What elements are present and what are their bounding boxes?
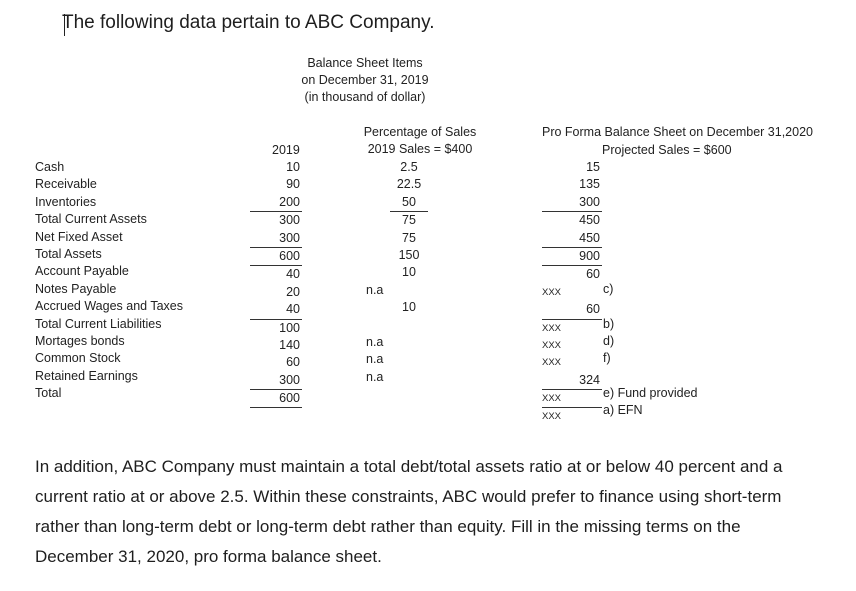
- value-pct: n.a: [366, 369, 384, 384]
- row-label: Total Current Assets: [35, 212, 147, 227]
- row-label: Net Fixed Asset: [35, 229, 123, 244]
- table-title-line3: (in thousand of dollar): [304, 90, 426, 104]
- value-2019: 40: [286, 267, 300, 282]
- value-pct: 75: [402, 213, 416, 228]
- header-pct-line1: Percentage of Sales: [363, 125, 477, 139]
- value-2019: 10: [286, 160, 300, 174]
- row-label: Common Stock: [35, 351, 121, 366]
- value-proforma: XXX: [542, 357, 562, 369]
- row-label: Receivable: [35, 177, 97, 192]
- note: b): [603, 316, 615, 331]
- table-title: [272, 55, 458, 106]
- value-proforma: 900: [542, 248, 602, 266]
- value-proforma: 324: [542, 372, 602, 390]
- value-2019: 60: [286, 355, 300, 370]
- note: c): [603, 281, 614, 296]
- intro-text: The following data pertain to ABC Company.: [62, 12, 435, 33]
- value-proforma: 60: [542, 301, 602, 319]
- value-2019: 300: [279, 213, 300, 228]
- paragraph-text: In addition, ABC Company must maintain a total debt/total assets ratio at or below 40 percent and a current ratio at or above 2.5. Within these constraints, ABC would prefer to finance using short-term rather than long-term debt or long-term debt rather than equity. Fill in the missing terms on the December 31, 2020, pro forma balance sheet.: [35, 457, 783, 566]
- note: [603, 176, 698, 193]
- table-title-line2: on December 31, 2019: [301, 73, 429, 87]
- note: [603, 368, 698, 385]
- value-2019: 140: [279, 337, 300, 352]
- value-pct: 150: [398, 247, 420, 262]
- row-labels: [35, 159, 183, 402]
- note: [603, 194, 698, 211]
- value-pct: 10: [402, 300, 416, 315]
- value-2019: 600: [250, 248, 302, 266]
- column-notes: [603, 159, 698, 420]
- note: a) EFN: [603, 403, 643, 418]
- row-label: Accrued Wages and Taxes: [35, 299, 183, 314]
- note: f): [603, 351, 611, 366]
- header-proforma-line1: Pro Forma Balance Sheet on December 31,2020: [542, 125, 813, 139]
- header-percentage: [350, 124, 490, 158]
- value-proforma: 300: [542, 194, 602, 212]
- header-pct-line2: 2019 Sales = $400: [367, 142, 473, 156]
- row-label: Notes Payable: [35, 281, 117, 296]
- row-label: Total: [35, 386, 62, 401]
- row-label: Account Payable: [35, 264, 129, 279]
- value-proforma: 450: [579, 213, 600, 228]
- value-2019: 200: [250, 194, 302, 212]
- note: [603, 263, 698, 280]
- value-2019: 600: [250, 390, 302, 408]
- value-proforma: 60: [586, 267, 600, 282]
- value-proforma: 15: [586, 160, 600, 174]
- row-label: Total Current Liabilities: [35, 316, 162, 331]
- column-percentage: [366, 159, 448, 403]
- value-2019: 300: [250, 372, 302, 390]
- value-2019: 100: [279, 320, 300, 335]
- value-proforma: XXX: [542, 322, 562, 334]
- row-label: Mortages bonds: [35, 333, 125, 348]
- value-pct: 22.5: [396, 177, 422, 192]
- value-proforma: 450: [542, 230, 602, 248]
- value-2019: 40: [250, 301, 302, 319]
- column-2019: [250, 159, 302, 408]
- row-label: Retained Earnings: [35, 368, 138, 383]
- instructions-paragraph: [35, 452, 815, 572]
- value-2019: 90: [286, 177, 300, 192]
- header-year: 2019: [272, 143, 300, 157]
- value-pct: n.a: [366, 282, 384, 297]
- header-proforma-line2: Projected Sales = $600: [602, 143, 732, 157]
- note: d): [603, 333, 615, 348]
- value-proforma: 135: [579, 177, 600, 192]
- value-pct: n.a: [366, 352, 384, 367]
- note: [603, 229, 698, 246]
- note: [603, 246, 698, 263]
- value-pct: [370, 386, 448, 403]
- value-proforma: XXX: [542, 339, 562, 351]
- table-title-line1: Balance Sheet Items: [307, 56, 423, 70]
- value-2019: 20: [286, 284, 300, 299]
- value-2019: 300: [250, 230, 302, 248]
- value-pct: 2.5: [400, 160, 418, 174]
- value-pct: 10: [402, 265, 416, 280]
- row-label: Cash: [35, 160, 65, 174]
- value-proforma: XXX: [542, 286, 562, 298]
- row-label: Total Assets: [35, 246, 102, 261]
- note: [603, 159, 698, 176]
- note: [603, 211, 698, 228]
- column-proforma: [542, 159, 602, 426]
- value-pct: n.a: [366, 334, 384, 349]
- value-pct: [370, 317, 448, 334]
- value-proforma: XXX: [542, 411, 562, 423]
- value-pct: 75: [402, 230, 416, 245]
- value-pct: 50: [390, 194, 428, 212]
- value-proforma: XXX: [542, 390, 602, 408]
- row-label: Inventories: [35, 194, 97, 209]
- note: [603, 298, 698, 315]
- note: e) Fund provided: [603, 386, 698, 401]
